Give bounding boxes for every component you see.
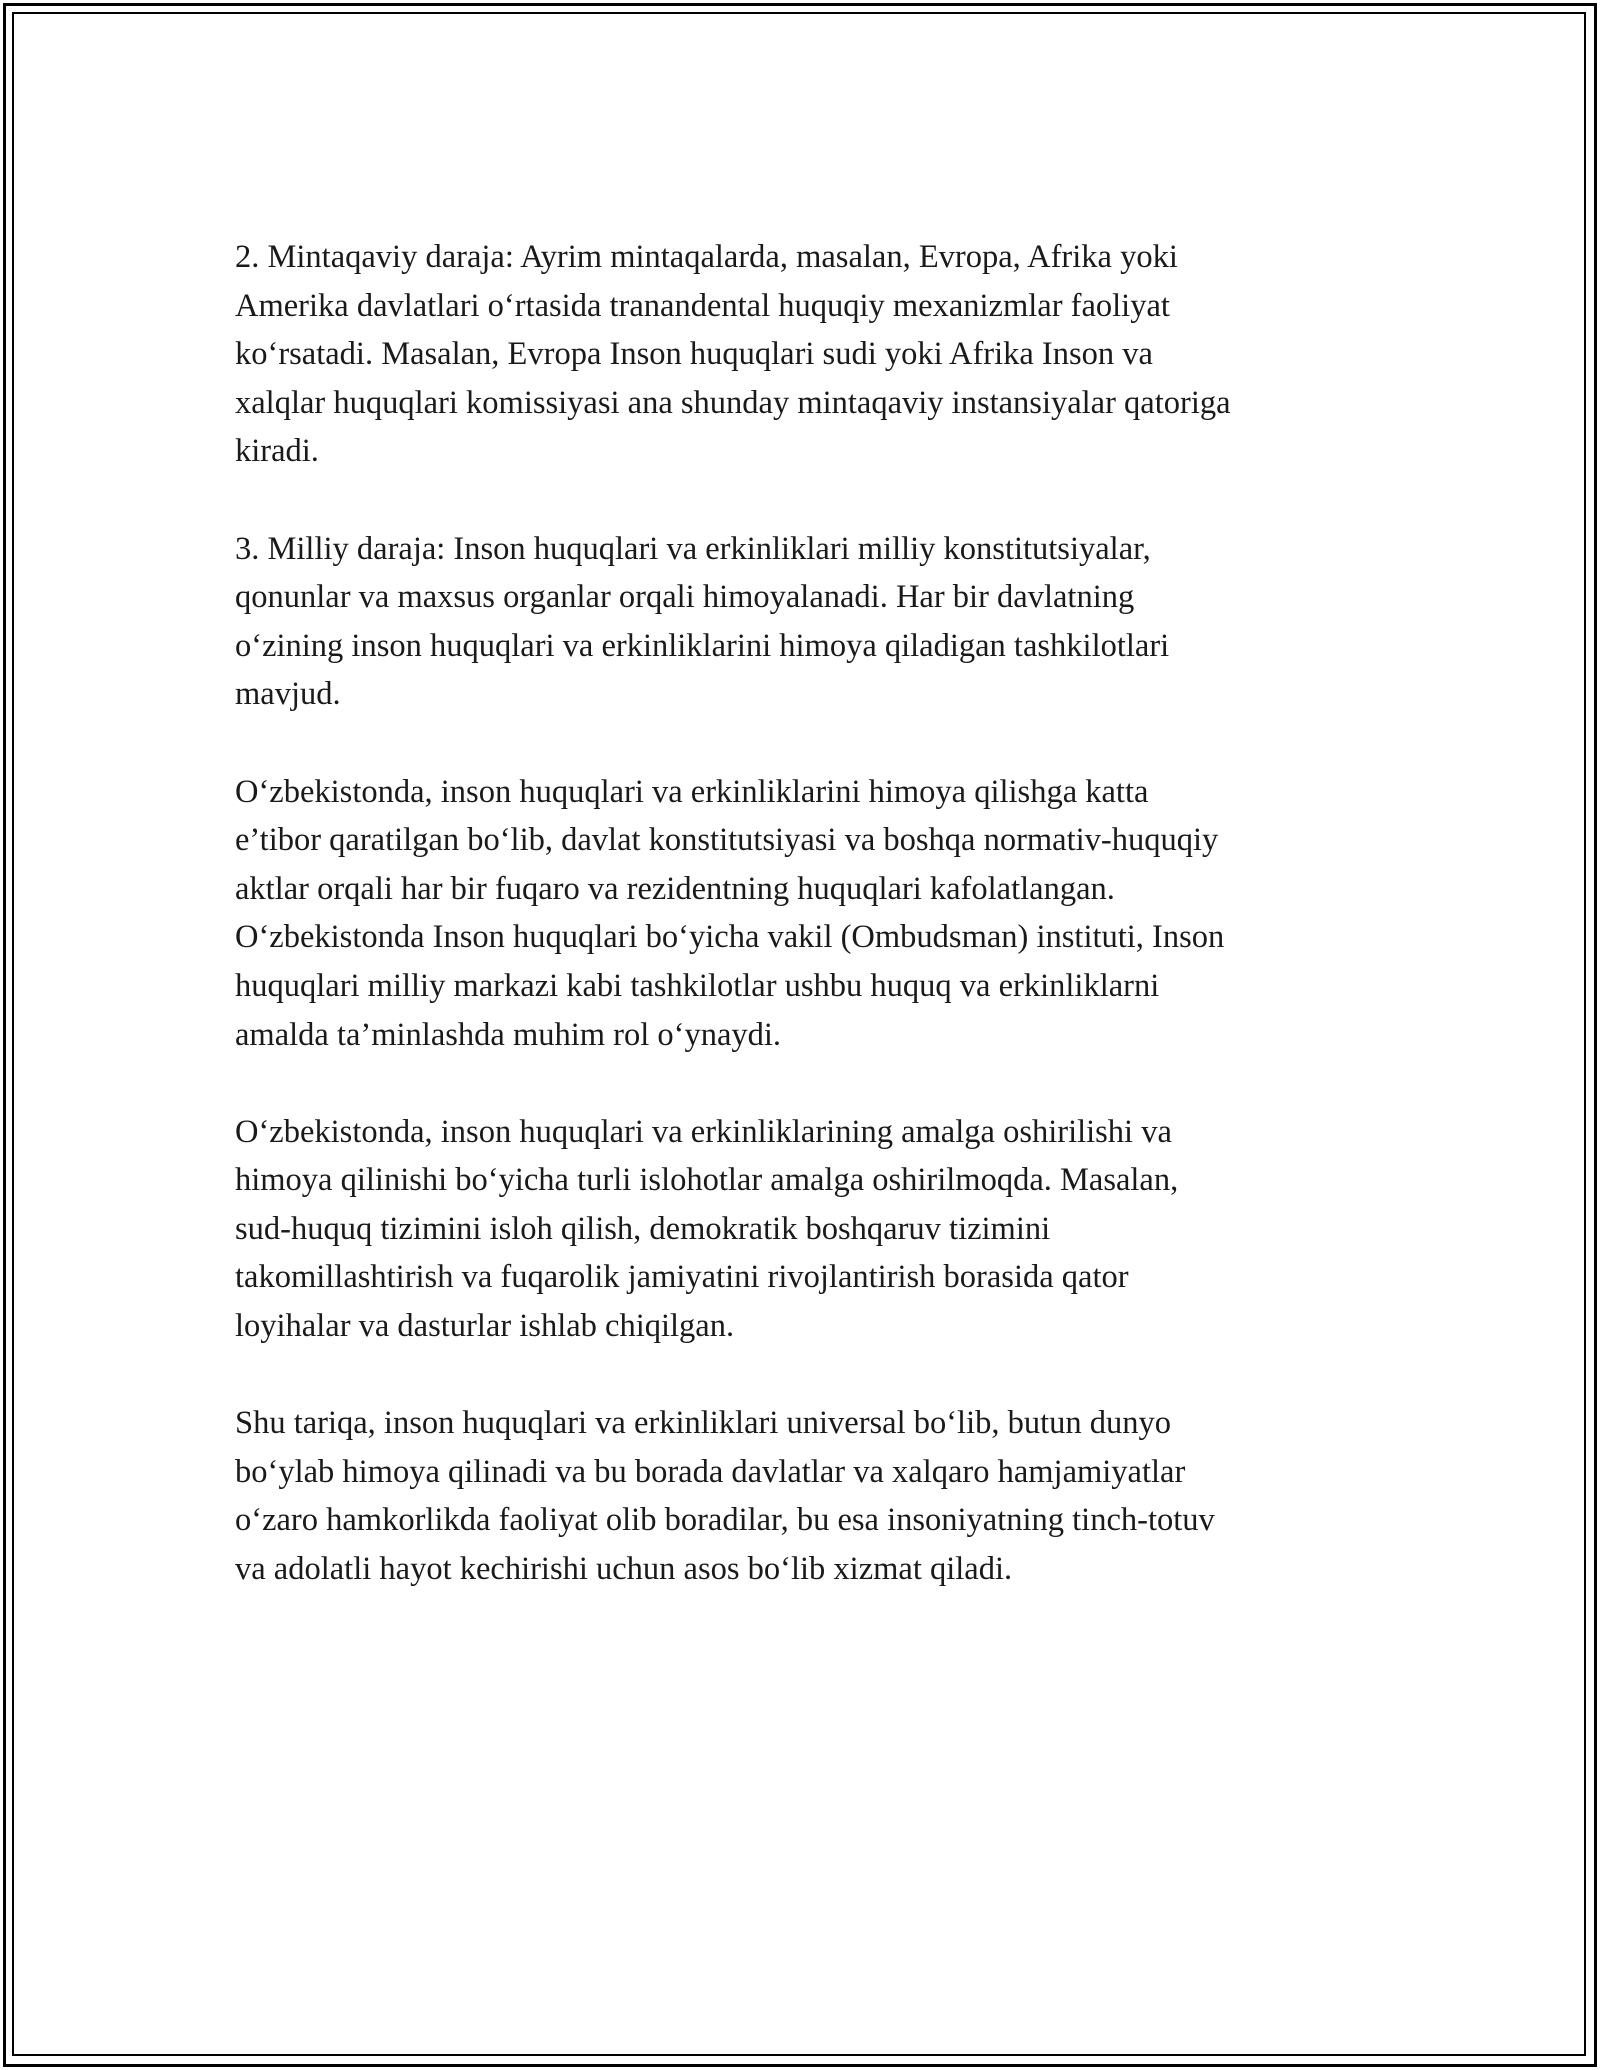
text-line: huquqlari milliy markazi kabi tashkilotlar ushbu huquq va erkinliklarni xyxy=(235,967,1160,1004)
text-line: aktlar orqali har bir fuqaro va rezidentning huquqlari kafolatlangan. xyxy=(235,870,1115,907)
text-line: amalda ta’minlashda muhim rol o‘ynaydi. xyxy=(235,1016,782,1053)
text-line: himoya qilinishi bo‘yicha turli islohotlar amalga oshirilmoqda. Masalan, xyxy=(235,1162,1179,1199)
text-line: O‘zbekistonda, inson huquqlari va erkinliklarini himoya qilishga katta xyxy=(235,773,1149,810)
text-line: va adolatli hayot kechirishi uchun asos bo‘lib xizmat qiladi. xyxy=(235,1551,1013,1588)
text-line: kiradi. xyxy=(235,433,319,470)
text-line: 3. Milliy daraja: Inson huquqlari va erkinliklari milliy konstitutsiyalar, xyxy=(235,530,1151,567)
text-line: ko‘rsatadi. Masalan, Evropa Inson huquqlari sudi yoki Afrika Inson va xyxy=(235,336,1153,373)
text-line: loyihalar va dasturlar ishlab chiqilgan. xyxy=(235,1308,735,1345)
paragraph-conclusion xyxy=(235,1399,1375,1593)
document-body xyxy=(235,233,1375,1642)
text-line: xalqlar huquqlari komissiyasi ana shunday mintaqaviy instansiyalar qatoriga xyxy=(235,384,1231,421)
text-line: o‘zaro hamkorlikda faoliyat olib boradilar, bu esa insoniyatning tinch-totuv xyxy=(235,1502,1215,1539)
text-line: o‘zining inson huquqlari va erkinliklarini himoya qiladigan tashkilotlari xyxy=(235,627,1170,664)
text-line: 2. Mintaqaviy daraja: Ayrim mintaqalarda, masalan, Evropa, Afrika yoki xyxy=(235,239,1178,275)
paragraph-uzbekistan-protection xyxy=(235,768,1375,1060)
text-line: bo‘ylab himoya qilinadi va bu borada davlatlar va xalqaro hamjamiyatlar xyxy=(235,1453,1186,1490)
paragraph-regional-level xyxy=(235,233,1375,476)
text-line: e’tibor qaratilgan bo‘lib, davlat konstitutsiyasi va boshqa normativ-huquqiy xyxy=(235,822,1219,859)
text-line: sud-huquq tizimini isloh qilish, demokratik boshqaruv tizimini xyxy=(235,1210,1051,1247)
paragraph-national-level xyxy=(235,525,1375,719)
text-line: takomillashtirish va fuqarolik jamiyatini rivojlantirish borasida qator xyxy=(235,1259,1129,1296)
paragraph-uzbekistan-reforms xyxy=(235,1108,1375,1351)
text-line: Shu tariqa, inson huquqlari va erkinliklari universal bo‘lib, butun dunyo xyxy=(235,1405,1172,1442)
text-line: O‘zbekistonda, inson huquqlari va erkinliklarining amalga oshirilishi va xyxy=(235,1113,1172,1150)
text-line: mavjud. xyxy=(235,676,341,713)
text-line: qonunlar va maxsus organlar orqali himoyalanadi. Har bir davlatning xyxy=(235,579,1135,616)
text-line: O‘zbekistonda Inson huquqlari bo‘yicha vakil (Ombudsman) instituti, Inson xyxy=(235,919,1225,956)
text-line: Amerika davlatlari o‘rtasida tranandental huquqiy mexanizmlar faoliyat xyxy=(235,287,1170,324)
